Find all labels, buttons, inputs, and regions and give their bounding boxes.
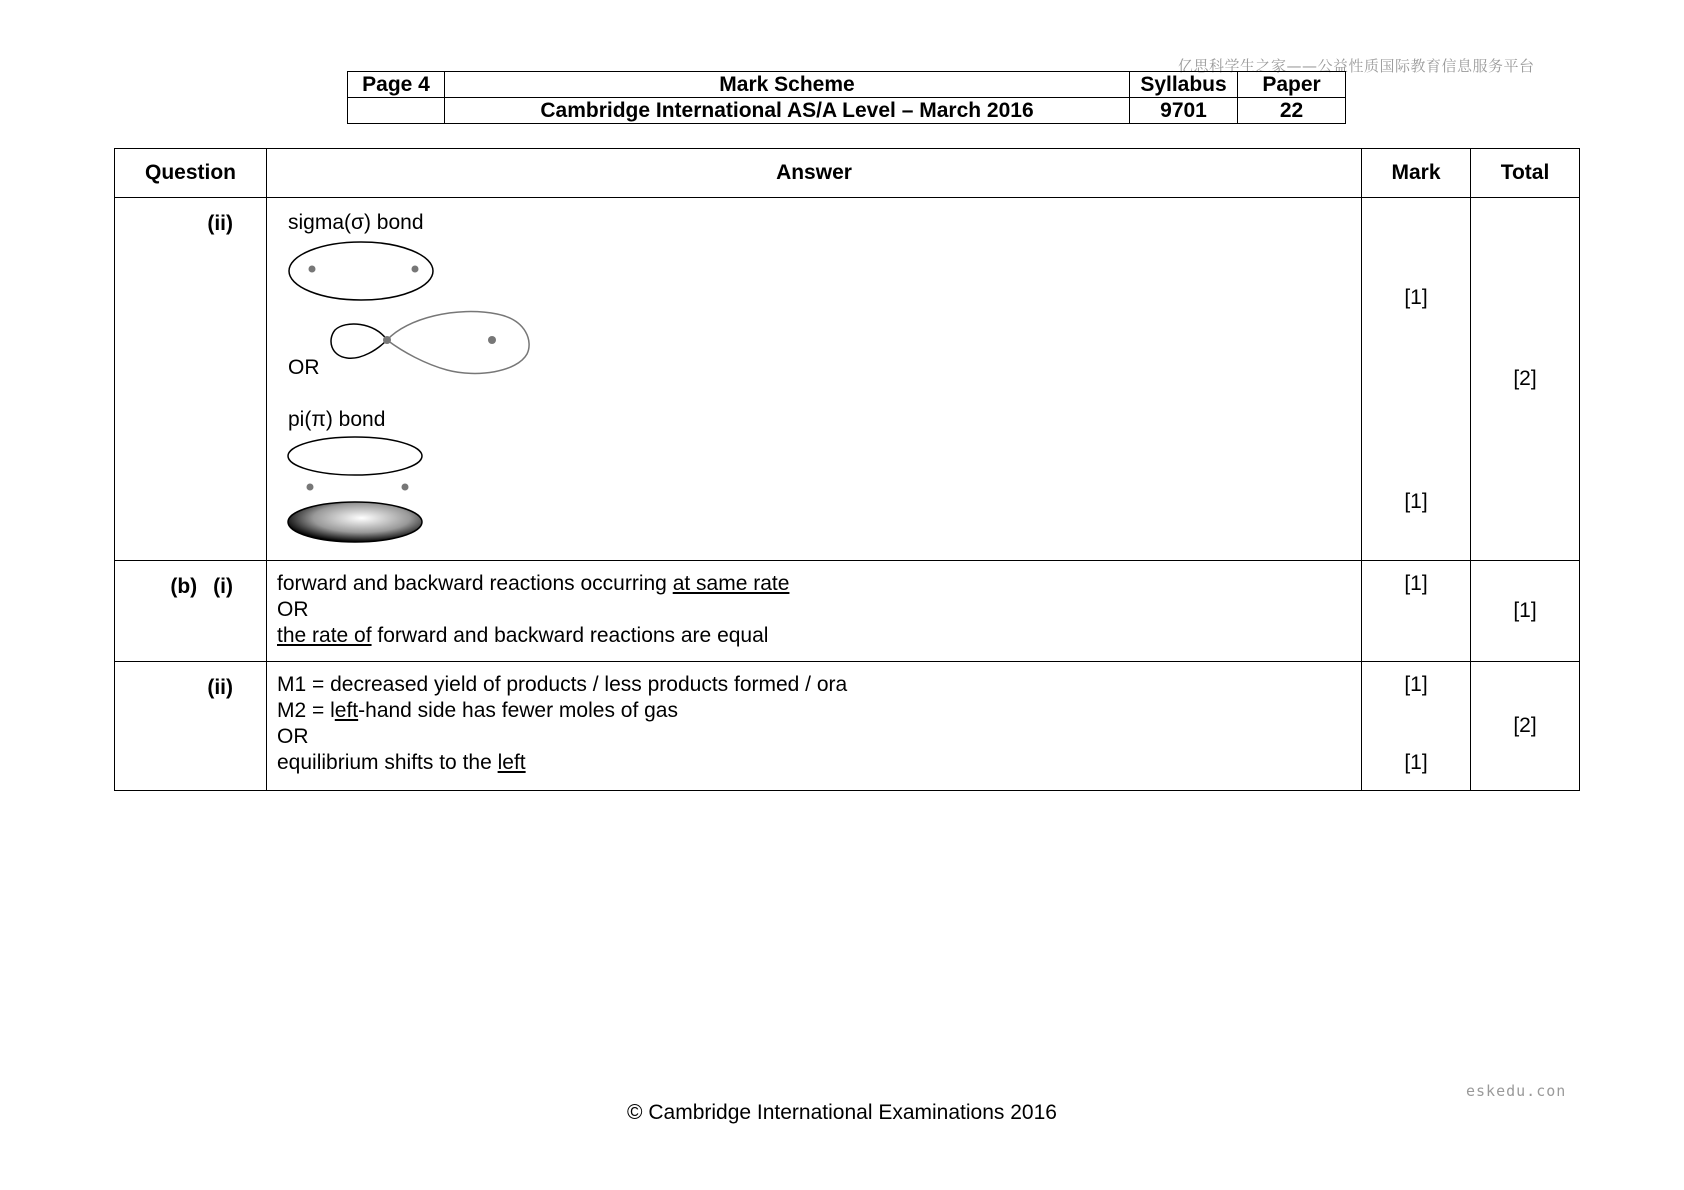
- sigma-bond-label: sigma(σ) bond: [288, 211, 424, 234]
- column-header-mark: Mark: [1362, 149, 1471, 198]
- sigma-hybrid-diagram: [327, 306, 547, 382]
- answer-line: OR: [277, 598, 309, 621]
- answer-line: M2 = left-hand side has fewer moles of gas: [277, 699, 678, 722]
- answer-line: equilibrium shifts to the left: [277, 751, 526, 774]
- or-label: OR: [288, 356, 320, 379]
- underlined-keyword: eft: [334, 699, 359, 722]
- page-number-empty: [348, 98, 445, 124]
- syllabus-label: Syllabus: [1130, 72, 1238, 98]
- pi-bond-label: pi(π) bond: [288, 408, 386, 431]
- answer-cell: [267, 561, 1362, 662]
- answer-line: forward and backward reactions occurring at same rate: [277, 572, 790, 595]
- underlined-keyword: left: [497, 751, 526, 774]
- watermark-bottom: eskedu.con: [1466, 1082, 1567, 1100]
- mark-cell: [1362, 662, 1471, 791]
- copyright-footer: © Cambridge International Examinations 2016: [627, 1101, 1057, 1124]
- underlined-keyword: the rate of: [277, 624, 372, 647]
- pi-bond-diagram: [287, 436, 437, 546]
- mark-scheme-table: [114, 148, 1580, 791]
- answer-line: the rate of forward and backward reactions are equal: [277, 624, 769, 647]
- syllabus-code: 9701: [1130, 98, 1238, 124]
- answer-cell: [267, 198, 1362, 561]
- table-row: [115, 198, 1580, 561]
- document-subtitle: Cambridge International AS/A Level – March 2016: [445, 98, 1130, 124]
- question-number: (ii): [115, 662, 267, 791]
- document-title: Mark Scheme: [445, 72, 1130, 98]
- mark-cell: [1362, 198, 1471, 561]
- total-cell: [2]: [1471, 662, 1580, 791]
- table-row: [115, 662, 1580, 791]
- mark-value: [1]: [1404, 286, 1428, 309]
- page-header-table: [347, 71, 1346, 124]
- question-number: (ii): [115, 198, 267, 561]
- column-header-question: Question: [115, 149, 267, 198]
- answer-line: M1 = decreased yield of products / less products formed / ora: [277, 673, 848, 696]
- mark-value: [1]: [1404, 673, 1428, 696]
- mark-value: [1]: [1404, 572, 1428, 595]
- underlined-keyword: at same rate: [672, 572, 790, 595]
- question-number: [115, 561, 267, 662]
- column-header-answer: Answer: [267, 149, 1362, 198]
- total-cell: [2]: [1471, 198, 1580, 561]
- sigma-overlap-diagram: [287, 238, 457, 308]
- page-number: Page 4: [348, 72, 445, 98]
- answer-line: OR: [277, 725, 309, 748]
- mark-cell: [1362, 561, 1471, 662]
- question-subpart: (i): [213, 575, 233, 598]
- watermark-top: 亿思科学生之家——公益性质国际教育信息服务平台: [1178, 57, 1535, 75]
- table-row: [115, 561, 1580, 662]
- total-cell: [1]: [1471, 561, 1580, 662]
- paper-number: 22: [1238, 98, 1346, 124]
- answer-cell: [267, 662, 1362, 791]
- paper-label: Paper: [1238, 72, 1346, 98]
- mark-value: [1]: [1404, 751, 1428, 774]
- question-part: (b): [170, 575, 198, 598]
- mark-value: [1]: [1404, 490, 1428, 513]
- column-header-total: Total: [1471, 149, 1580, 198]
